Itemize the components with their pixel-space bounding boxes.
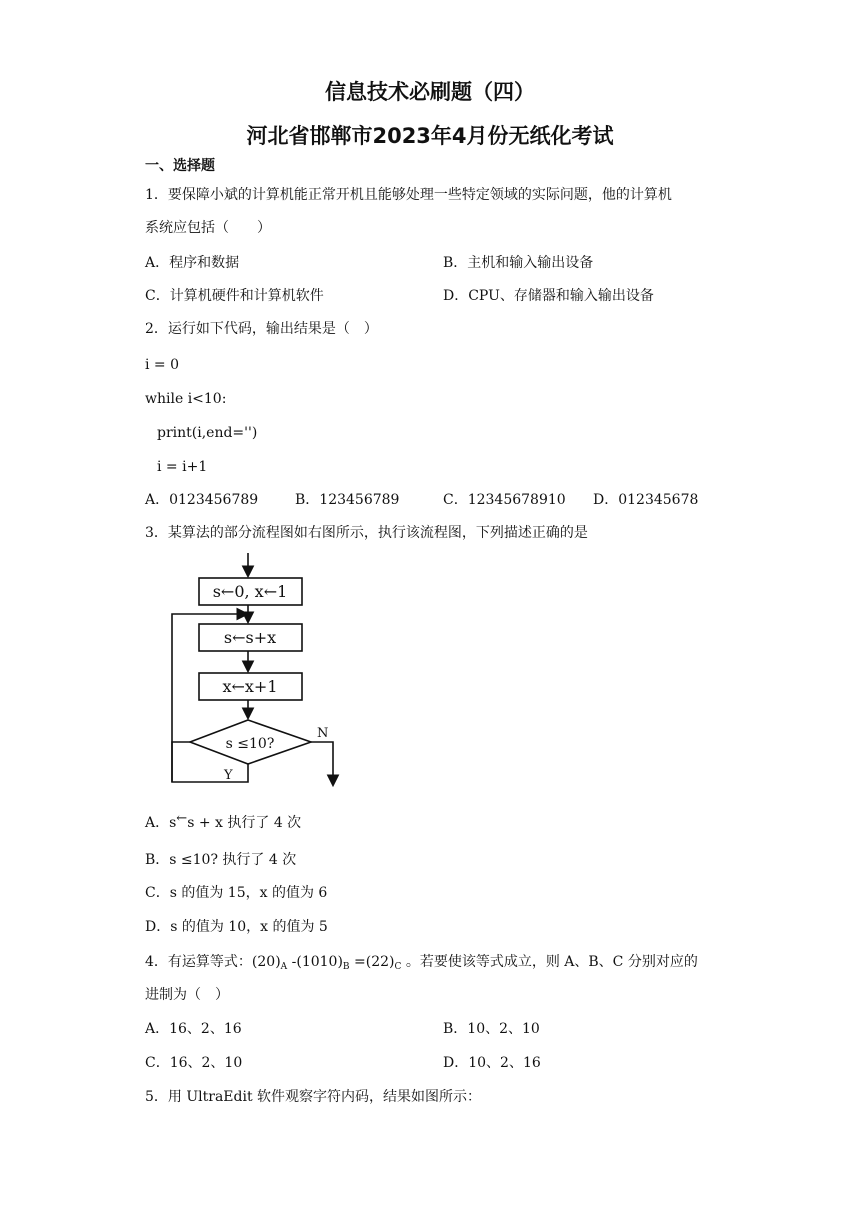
q1-stem-line1: 1．要保障小斌的计算机能正常开机且能够处理一些特定领域的实际问题，他的计算机 xyxy=(145,187,672,203)
q2-option-c: C．12345678910 xyxy=(443,492,566,508)
q5-stem: 5．用 UltraEdit 软件观察字符内码，结果如图所示： xyxy=(145,1089,482,1105)
q3-option-a-prefix: A．s xyxy=(145,815,177,831)
q1-option-a: A．程序和数据 xyxy=(145,255,240,271)
q4-term-2: (1010) xyxy=(296,954,343,970)
q4-stem-prefix: 4．有运算等式： xyxy=(145,954,252,970)
flow-no-label: N xyxy=(317,726,329,741)
q4-term-1: (20) xyxy=(251,954,281,970)
q2-option-d: D．012345678 xyxy=(593,492,699,508)
q3-option-a-suffix: s + x 执行了 4 次 xyxy=(187,815,302,831)
q2-code-line: i = 0 xyxy=(145,357,180,373)
q4-stem-rest: 。若要使该等式成立，则 A、B、C 分别对应的 xyxy=(401,954,698,970)
q1-option-b: B．主机和输入输出设备 xyxy=(443,255,594,271)
section-heading: 一、选择题 xyxy=(145,158,215,174)
q3-option-d: D．s 的值为 10，x 的值为 5 xyxy=(145,919,328,935)
q3-stem: 3．某算法的部分流程图如右图所示，执行该流程图，下列描述正确的是 xyxy=(145,525,588,541)
flow-box-init-text: s←0, x←1 xyxy=(212,582,288,601)
q2-code-line: while i<10: xyxy=(145,391,227,407)
arrow-icon: ← xyxy=(176,811,188,826)
q4-base-b: B xyxy=(342,962,350,972)
q4-stem-line1 xyxy=(145,953,698,976)
q3-flowchart xyxy=(160,548,360,798)
q4-term-3: (22) xyxy=(365,954,395,970)
q3-option-b: B．s ≤10? 执行了 4 次 xyxy=(145,852,297,868)
q4-operator-minus: - xyxy=(287,954,297,970)
q2-option-a: A．0123456789 xyxy=(145,492,259,508)
q3-option-a xyxy=(145,811,302,833)
q3-option-c: C．s 的值为 15，x 的值为 6 xyxy=(145,885,328,901)
flow-box-sum-text: s←s+x xyxy=(223,628,277,647)
q2-stem: 2．运行如下代码，输出结果是（ ） xyxy=(145,321,378,337)
flow-yes-label: Y xyxy=(224,768,233,783)
flow-box-increment-text: x←x+1 xyxy=(222,677,278,696)
q4-base-a: A xyxy=(280,962,288,972)
page-title: 信息技术必刷题（四） xyxy=(325,80,535,104)
q1-stem-line2: 系统应包括（ ） xyxy=(145,220,271,236)
q4-base-c: C xyxy=(394,962,402,972)
q4-operator-equals: = xyxy=(349,954,366,970)
q4-option-b: B．10、2、10 xyxy=(443,1021,540,1037)
q2-code-line: i = i+1 xyxy=(157,459,208,475)
page-subtitle: 河北省邯郸市2023年4月份无纸化考试 xyxy=(246,124,614,148)
flow-decision-text: s ≤10? xyxy=(225,736,275,752)
q4-stem-line2: 进制为（ ） xyxy=(145,987,229,1003)
q4-option-d: D．10、2、16 xyxy=(443,1055,541,1071)
q4-option-a: A．16、2、16 xyxy=(145,1021,242,1037)
q2-code-line: print(i,end='') xyxy=(157,425,258,441)
q1-option-c: C．计算机硬件和计算机软件 xyxy=(145,288,324,304)
q1-option-d: D．CPU、存储器和输入输出设备 xyxy=(443,288,654,304)
q2-option-b: B．123456789 xyxy=(295,492,400,508)
q4-option-c: C．16、2、10 xyxy=(145,1055,243,1071)
